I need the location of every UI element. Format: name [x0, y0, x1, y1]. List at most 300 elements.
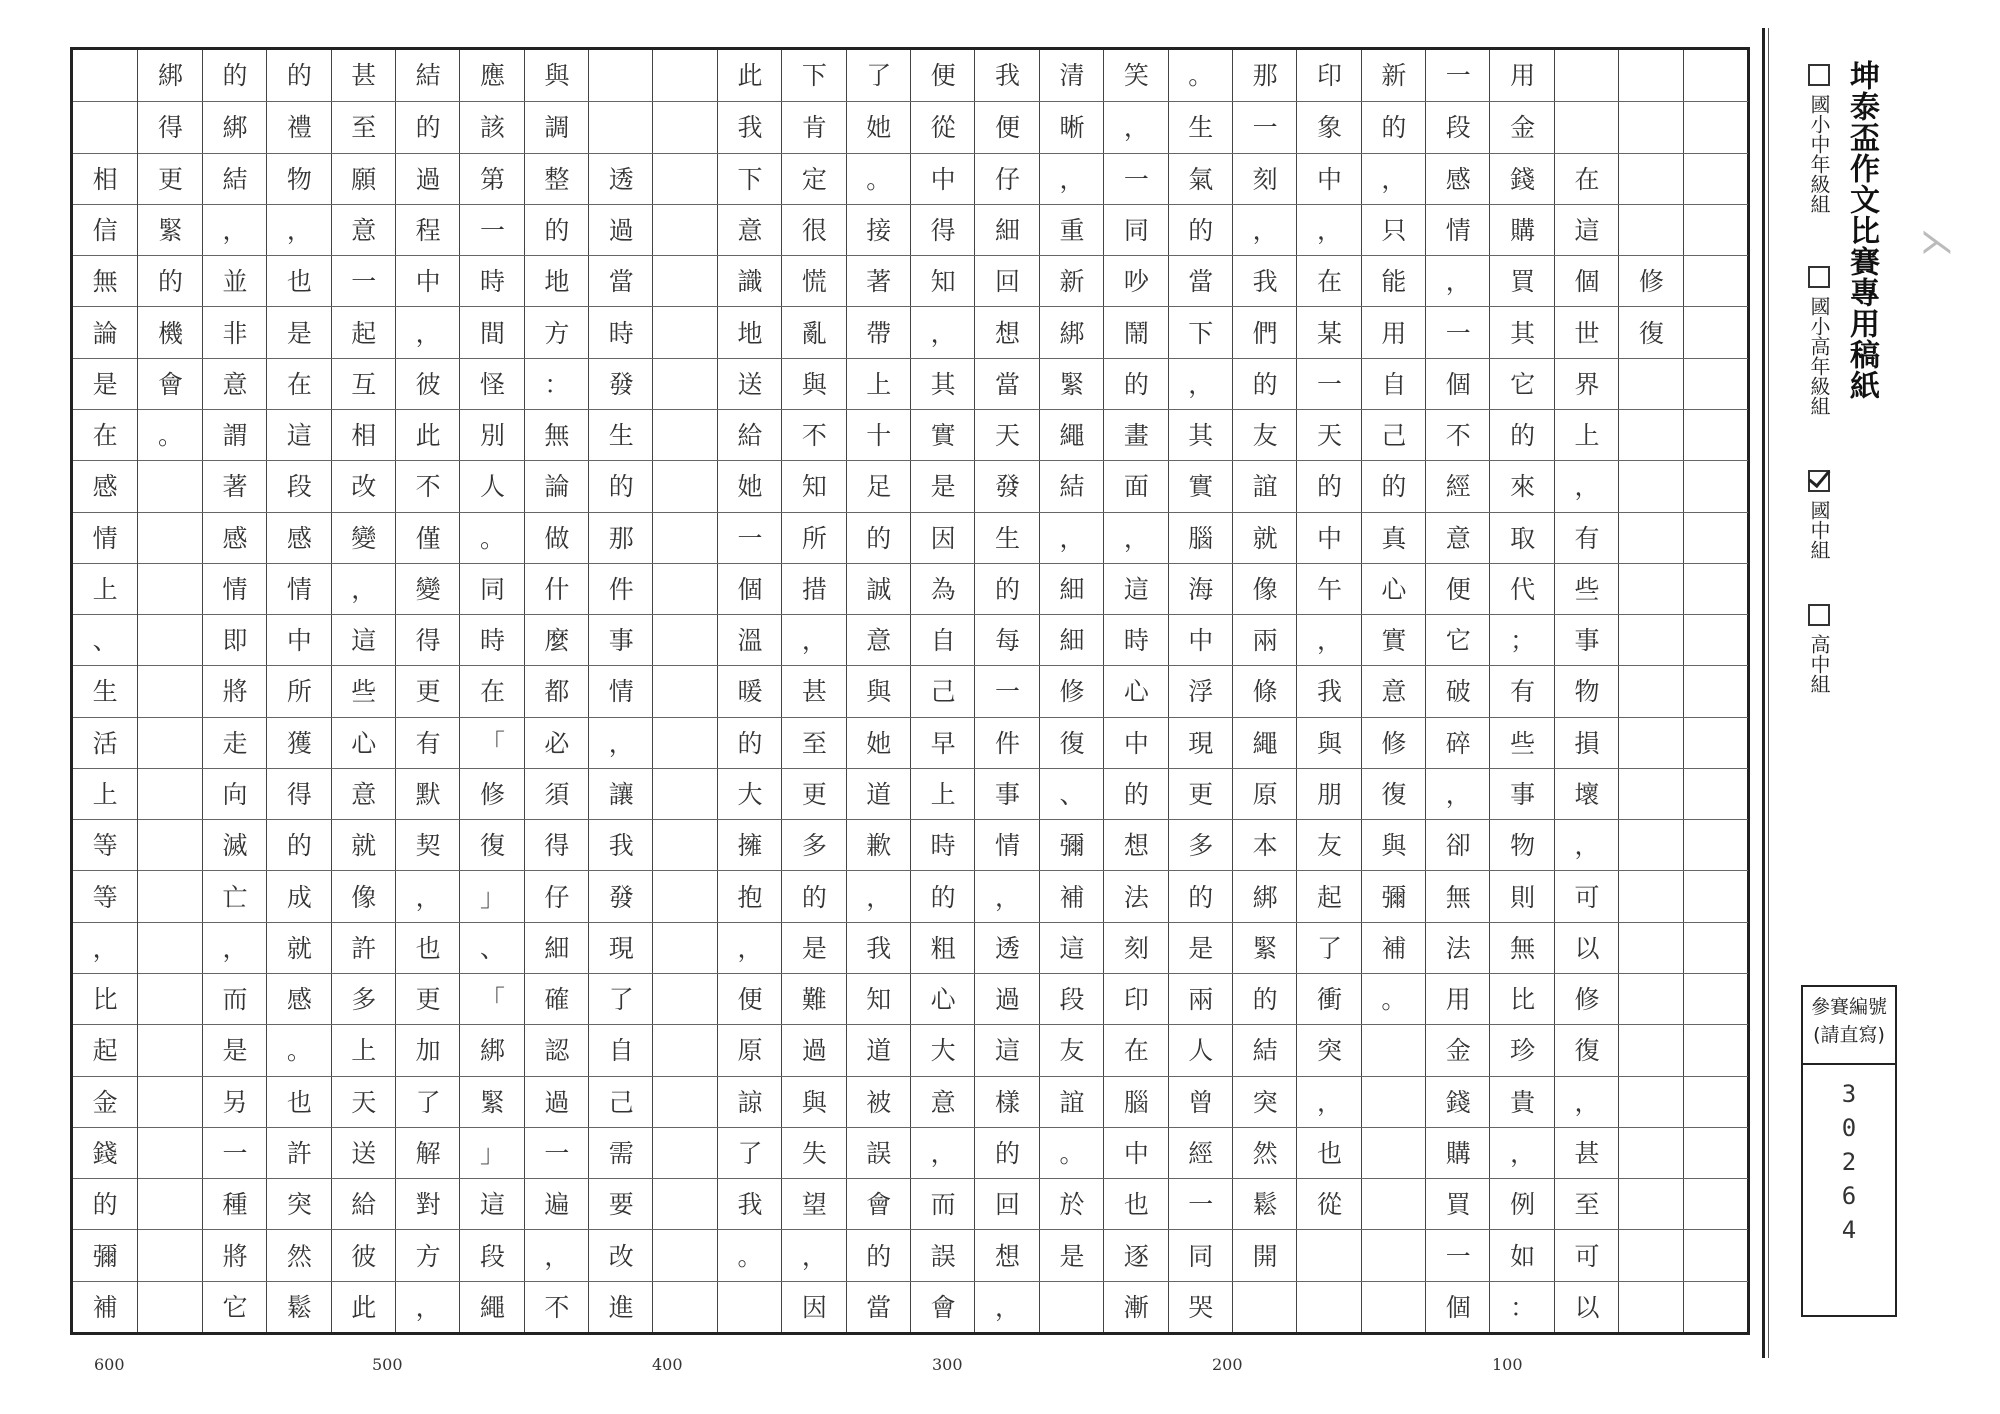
manuscript-cell: 程 — [396, 204, 460, 256]
manuscript-cell: 即 — [203, 614, 267, 666]
manuscript-column — [717, 50, 782, 1332]
manuscript-cell: 機 — [138, 306, 202, 358]
manuscript-cell: 向 — [203, 768, 267, 820]
manuscript-cell: 。 — [267, 1024, 331, 1076]
manuscript-cell — [138, 819, 202, 871]
manuscript-cell: 個 — [1555, 255, 1619, 307]
manuscript-cell: 相 — [73, 153, 137, 205]
manuscript-cell: 便 — [1426, 563, 1490, 615]
manuscript-cell: 肯 — [782, 101, 846, 153]
manuscript-cell: 上 — [73, 768, 137, 820]
manuscript-cell: 至 — [332, 101, 396, 153]
manuscript-cell: 經 — [1426, 460, 1490, 512]
manuscript-cell: 有 — [1490, 665, 1554, 717]
manuscript-cell: ， — [975, 870, 1039, 922]
manuscript-cell: 並 — [203, 255, 267, 307]
manuscript-cell: 經 — [1169, 1127, 1233, 1179]
manuscript-cell: 刻 — [1104, 922, 1168, 974]
manuscript-cell: 錢 — [73, 1127, 137, 1179]
manuscript-cell: 須 — [525, 768, 589, 820]
manuscript-cell: 足 — [847, 460, 911, 512]
manuscript-cell: 買 — [1490, 255, 1554, 307]
manuscript-cell — [1619, 409, 1683, 461]
checkbox-senior-high[interactable] — [1808, 604, 1830, 626]
manuscript-cell: 意 — [1362, 665, 1426, 717]
manuscript-cell: 十 — [847, 409, 911, 461]
manuscript-cell: 是 — [203, 1024, 267, 1076]
manuscript-cell: 實 — [1169, 460, 1233, 512]
manuscript-cell: 許 — [267, 1127, 331, 1179]
manuscript-cell: 笑 — [1123, 61, 1149, 91]
manuscript-cell: 得 — [525, 819, 589, 871]
manuscript-cell: 原 — [1233, 768, 1297, 820]
manuscript-cell — [1619, 1127, 1683, 1179]
manuscript-cell: 意 — [332, 768, 396, 820]
manuscript-cell: 於 — [1040, 1178, 1104, 1230]
manuscript-cell: 謂 — [203, 409, 267, 461]
manuscript-cell: 進 — [589, 1281, 653, 1333]
manuscript-cell — [138, 870, 202, 922]
manuscript-cell: 某 — [1297, 306, 1361, 358]
manuscript-cell: 意 — [911, 1076, 975, 1128]
manuscript-cell: 無 — [1426, 870, 1490, 922]
manuscript-cell: 的 — [1297, 460, 1361, 512]
manuscript-cell — [1684, 717, 1748, 769]
manuscript-cell: 的 — [396, 101, 460, 153]
manuscript-cell: 更 — [1169, 768, 1233, 820]
manuscript-cell: 著 — [203, 460, 267, 512]
manuscript-column — [846, 50, 911, 1332]
manuscript-cell: 此 — [332, 1281, 396, 1333]
manuscript-cell: 一 — [1169, 1178, 1233, 1230]
manuscript-cell: 兩 — [1233, 614, 1297, 666]
manuscript-cell: 失 — [782, 1127, 846, 1179]
manuscript-cell: 時 — [911, 819, 975, 871]
manuscript-cell: ， — [1297, 614, 1361, 666]
manuscript-cell: 是 — [1169, 922, 1233, 974]
manuscript-cell: 買 — [1426, 1178, 1490, 1230]
manuscript-cell: 便 — [718, 973, 782, 1025]
manuscript-cell: ， — [718, 922, 782, 974]
manuscript-cell: 在 — [267, 358, 331, 410]
manuscript-cell: 中 — [1104, 1127, 1168, 1179]
manuscript-cell: 一 — [525, 1127, 589, 1179]
manuscript-cell — [653, 306, 717, 358]
manuscript-cell: 要 — [589, 1178, 653, 1230]
manuscript-cell: 吵 — [1104, 255, 1168, 307]
manuscript-cell: 起 — [332, 306, 396, 358]
manuscript-cell: 一 — [975, 665, 1039, 717]
manuscript-cell — [653, 1229, 717, 1281]
manuscript-cell: 浮 — [1169, 665, 1233, 717]
manuscript-cell: 中 — [267, 614, 331, 666]
manuscript-cell: 鬆 — [1233, 1178, 1297, 1230]
manuscript-cell: 意 — [847, 614, 911, 666]
manuscript-cell: 默 — [396, 768, 460, 820]
manuscript-cell: 透 — [589, 153, 653, 205]
manuscript-cell: 定 — [782, 153, 846, 205]
manuscript-cell: 衝 — [1297, 973, 1361, 1025]
manuscript-column — [395, 50, 460, 1332]
manuscript-cell: 慌 — [782, 255, 846, 307]
option-label: 國小中年級組 — [1807, 94, 1831, 214]
manuscript-cell — [653, 409, 717, 461]
manuscript-cell: ， — [782, 614, 846, 666]
manuscript-cell — [138, 1127, 202, 1179]
manuscript-cell: 。 — [1040, 1127, 1104, 1179]
manuscript-cell: 像 — [332, 870, 396, 922]
manuscript-cell: 哭 — [1169, 1281, 1233, 1333]
manuscript-cell: 該 — [460, 101, 524, 153]
manuscript-cell: 。 — [847, 153, 911, 205]
manuscript-cell — [653, 512, 717, 564]
manuscript-cell: 復 — [1619, 306, 1683, 358]
manuscript-cell: 刻 — [1233, 153, 1297, 205]
manuscript-cell — [1619, 460, 1683, 512]
manuscript-cell: 用 — [1426, 973, 1490, 1025]
manuscript-cell: 粗 — [911, 922, 975, 974]
manuscript-cell — [1362, 1076, 1426, 1128]
option-elementary-upper[interactable] — [1806, 266, 1832, 416]
manuscript-cell: 、 — [73, 614, 137, 666]
manuscript-cell: 己 — [589, 1076, 653, 1128]
manuscript-cell — [1619, 153, 1683, 205]
manuscript-cell: 不 — [1426, 409, 1490, 461]
contest-title: 坤泰盃作文比賽專用稿紙 — [1844, 60, 1879, 401]
panel-divider — [1762, 28, 1765, 1358]
manuscript-column — [652, 50, 717, 1332]
manuscript-cell — [1684, 50, 1748, 101]
manuscript-cell — [653, 50, 717, 101]
manuscript-cell: 而 — [203, 973, 267, 1025]
manuscript-cell — [653, 717, 717, 769]
entry-number-value[interactable] — [1803, 1077, 1895, 1247]
manuscript-cell: 送 — [718, 358, 782, 410]
manuscript-cell — [1684, 153, 1748, 205]
manuscript-cell: 彼 — [396, 358, 460, 410]
manuscript-cell: 便 — [975, 101, 1039, 153]
manuscript-cell — [1684, 1178, 1748, 1230]
manuscript-cell: 可 — [1555, 1229, 1619, 1281]
manuscript-cell: ， — [1233, 204, 1297, 256]
manuscript-cell: 誤 — [911, 1229, 975, 1281]
manuscript-cell: 實 — [1362, 614, 1426, 666]
manuscript-cell — [1619, 101, 1683, 153]
manuscript-cell: 成 — [267, 870, 331, 922]
manuscript-cell — [653, 460, 717, 512]
manuscript-cell: 得 — [911, 204, 975, 256]
checkbox-junior-high[interactable] — [1808, 470, 1830, 492]
manuscript-cell: 透 — [975, 922, 1039, 974]
manuscript-cell: 這 — [1555, 204, 1619, 256]
manuscript-cell — [1297, 1281, 1361, 1333]
manuscript-cell: 多 — [782, 819, 846, 871]
manuscript-cell: 生 — [73, 665, 137, 717]
manuscript-cell — [138, 768, 202, 820]
manuscript-cell: 想 — [1104, 819, 1168, 871]
manuscript-cell — [653, 1127, 717, 1179]
manuscript-cell: 的 — [138, 255, 202, 307]
manuscript-cell — [1555, 101, 1619, 153]
manuscript-cell: 段 — [1040, 973, 1104, 1025]
manuscript-cell: 地 — [525, 255, 589, 307]
manuscript-cell: 。 — [718, 1229, 782, 1281]
manuscript-cell: 麼 — [525, 614, 589, 666]
manuscript-cell: 以 — [1555, 1281, 1619, 1333]
manuscript-cell: 中 — [1104, 717, 1168, 769]
manuscript-cell — [1619, 50, 1683, 101]
manuscript-cell: 所 — [267, 665, 331, 717]
manuscript-cell — [1684, 665, 1748, 717]
manuscript-cell: 中 — [1297, 153, 1361, 205]
manuscript-cell: 過 — [589, 204, 653, 256]
manuscript-cell: 修 — [460, 768, 524, 820]
manuscript-cell: ， — [1426, 255, 1490, 307]
manuscript-cell: 件 — [589, 563, 653, 615]
manuscript-cell: 自 — [911, 614, 975, 666]
checkbox-elementary-middle[interactable] — [1808, 64, 1830, 86]
manuscript-cell: 論 — [525, 460, 589, 512]
manuscript-cell — [1684, 922, 1748, 974]
manuscript-cell: 同 — [1104, 204, 1168, 256]
manuscript-cell: 同 — [460, 563, 524, 615]
manuscript-cell: 的 — [782, 870, 846, 922]
manuscript-cell: 時 — [589, 306, 653, 358]
manuscript-cell: 我 — [589, 819, 653, 871]
manuscript-cell: 了 — [396, 1076, 460, 1128]
manuscript-cell: 與 — [1297, 717, 1361, 769]
manuscript-cell: 結 — [203, 153, 267, 205]
manuscript-cell — [1619, 870, 1683, 922]
manuscript-cell: 破 — [1426, 665, 1490, 717]
manuscript-cell: 更 — [138, 153, 202, 205]
manuscript-cell — [1362, 1127, 1426, 1179]
manuscript-cell: ， — [1555, 460, 1619, 512]
manuscript-cell: 件 — [975, 717, 1039, 769]
manuscript-cell: 此 — [396, 409, 460, 461]
manuscript-cell: 細 — [975, 204, 1039, 256]
manuscript-column — [1039, 50, 1104, 1332]
manuscript-cell: ， — [525, 1229, 589, 1281]
manuscript-cell: 突 — [267, 1178, 331, 1230]
manuscript-cell: 改 — [589, 1229, 653, 1281]
manuscript-cell: 晰 — [1040, 101, 1104, 153]
manuscript-cell: 修 — [1619, 255, 1683, 307]
manuscript-cell: 法 — [1426, 922, 1490, 974]
manuscript-cell: 它 — [203, 1281, 267, 1333]
manuscript-cell: 一 — [1297, 358, 1361, 410]
manuscript-cell: 卻 — [1426, 819, 1490, 871]
manuscript-cell: ， — [396, 1281, 460, 1333]
manuscript-cell — [589, 101, 653, 153]
manuscript-cell: 人 — [460, 460, 524, 512]
entry-digit: 2 — [1841, 1148, 1857, 1176]
manuscript-cell — [653, 1076, 717, 1128]
manuscript-cell — [1684, 358, 1748, 410]
entry-digit: 3 — [1841, 1080, 1857, 1108]
option-junior-high[interactable] — [1806, 470, 1832, 560]
manuscript-cell: 當 — [975, 358, 1039, 410]
manuscript-cell: 一 — [718, 512, 782, 564]
manuscript-cell — [1619, 717, 1683, 769]
manuscript-cell: 與 — [782, 1076, 846, 1128]
manuscript-cell: 面 — [1104, 460, 1168, 512]
manuscript-cell: 因 — [782, 1281, 846, 1333]
manuscript-cell: 、 — [460, 922, 524, 974]
manuscript-cell: 、 — [1040, 768, 1104, 820]
manuscript-cell: 非 — [203, 306, 267, 358]
manuscript-cell: 是 — [782, 922, 846, 974]
manuscript-cell: 誼 — [1233, 460, 1297, 512]
manuscript-cell: 然 — [1233, 1127, 1297, 1179]
manuscript-cell: 而 — [911, 1178, 975, 1230]
manuscript-cell: 亡 — [203, 870, 267, 922]
manuscript-cell: 新 — [1040, 255, 1104, 307]
manuscript-cell: 想 — [975, 306, 1039, 358]
manuscript-cell: 情 — [975, 819, 1039, 871]
manuscript-cell — [138, 1229, 202, 1281]
pencil-mark-icon: ⋋ — [1920, 222, 1954, 262]
manuscript-cell: 一 — [203, 1127, 267, 1179]
manuscript-cell: 她 — [847, 101, 911, 153]
manuscript-cell: 知 — [911, 255, 975, 307]
manuscript-cell: 事 — [589, 614, 653, 666]
manuscript-cell: 了 — [718, 1127, 782, 1179]
entry-number-hint: (請直寫) — [1813, 1024, 1885, 1046]
manuscript-cell — [73, 101, 137, 153]
manuscript-cell: 為 — [911, 563, 975, 615]
manuscript-cell — [1619, 204, 1683, 256]
manuscript-cell: 甚 — [1555, 1127, 1619, 1179]
manuscript-cell: 可 — [1555, 870, 1619, 922]
manuscript-cell: 回 — [975, 255, 1039, 307]
manuscript-cell: ， — [1426, 768, 1490, 820]
manuscript-cell: 誤 — [847, 1127, 911, 1179]
manuscript-cell: 過 — [396, 153, 460, 205]
manuscript-cell: 滅 — [203, 819, 267, 871]
manuscript-cell: 綁 — [158, 61, 184, 91]
manuscript-cell — [1362, 1024, 1426, 1076]
manuscript-cell: 的 — [1104, 768, 1168, 820]
manuscript-cell: 加 — [396, 1024, 460, 1076]
manuscript-cell — [1040, 1281, 1104, 1333]
manuscript-cell: 做 — [525, 512, 589, 564]
manuscript-cell — [138, 1024, 202, 1076]
manuscript-cell: 自 — [589, 1024, 653, 1076]
manuscript-cell: ， — [332, 563, 396, 615]
manuscript-cell: 情 — [73, 512, 137, 564]
manuscript-cell: 方 — [525, 306, 589, 358]
manuscript-cell — [653, 1281, 717, 1333]
manuscript-cell: 契 — [396, 819, 460, 871]
manuscript-cell: 會 — [847, 1178, 911, 1230]
manuscript-cell — [1684, 255, 1748, 307]
option-senior-high[interactable] — [1806, 604, 1832, 694]
manuscript-cell: 我 — [1233, 255, 1297, 307]
manuscript-cell: 突 — [1233, 1076, 1297, 1128]
manuscript-cell: 世 — [1555, 306, 1619, 358]
manuscript-cell: 每 — [975, 614, 1039, 666]
manuscript-cell: 它 — [1426, 614, 1490, 666]
manuscript-cell: 然 — [267, 1229, 331, 1281]
manuscript-cell — [1684, 973, 1748, 1025]
manuscript-cell: 現 — [589, 922, 653, 974]
manuscript-cell: 願 — [332, 153, 396, 205]
manuscript-cell: 我 — [1297, 665, 1361, 717]
manuscript-cell — [1362, 1229, 1426, 1281]
manuscript-cell: 無 — [73, 255, 137, 307]
manuscript-cell: 天 — [975, 409, 1039, 461]
manuscript-cell: 的 — [286, 61, 312, 91]
manuscript-cell: 補 — [1362, 922, 1426, 974]
manuscript-cell — [1684, 409, 1748, 461]
manuscript-cell: 多 — [332, 973, 396, 1025]
manuscript-cell — [138, 717, 202, 769]
manuscript-cell: 著 — [847, 255, 911, 307]
manuscript-cell — [1233, 1281, 1297, 1333]
manuscript-cell: ， — [1555, 819, 1619, 871]
manuscript-cell: 下 — [1169, 306, 1233, 358]
manuscript-cell: 相 — [332, 409, 396, 461]
manuscript-cell: 識 — [718, 255, 782, 307]
manuscript-cell: 亂 — [782, 306, 846, 358]
manuscript-cell: ： — [1490, 1281, 1554, 1333]
manuscript-cell: 現 — [1169, 717, 1233, 769]
manuscript-cell: 己 — [911, 665, 975, 717]
manuscript-cell — [589, 50, 653, 101]
manuscript-cell: 認 — [525, 1024, 589, 1076]
manuscript-cell: 是 — [911, 460, 975, 512]
manuscript-column — [1296, 50, 1361, 1332]
manuscript-cell: 的 — [847, 512, 911, 564]
manuscript-column — [781, 50, 846, 1332]
checkbox-elementary-upper[interactable] — [1808, 266, 1830, 288]
manuscript-cell: 感 — [1426, 153, 1490, 205]
manuscript-cell: 給 — [332, 1178, 396, 1230]
option-elementary-middle[interactable] — [1806, 64, 1832, 214]
manuscript-cell — [1619, 1178, 1683, 1230]
manuscript-cell: 便 — [930, 61, 956, 91]
manuscript-cell: 修 — [1040, 665, 1104, 717]
manuscript-cell: 原 — [718, 1024, 782, 1076]
manuscript-cell: 情 — [203, 563, 267, 615]
manuscript-cell: 生 — [589, 409, 653, 461]
manuscript-cell: 知 — [782, 460, 846, 512]
manuscript-cell — [1555, 50, 1619, 101]
manuscript-cell: 繩 — [1233, 717, 1297, 769]
manuscript-cell: 。 — [460, 512, 524, 564]
manuscript-cell: 的 — [975, 1127, 1039, 1179]
manuscript-cell: 生 — [975, 512, 1039, 564]
ruler-mark-200: 200 — [1212, 1355, 1243, 1374]
manuscript-cell: 的 — [1362, 460, 1426, 512]
manuscript-cell: 的 — [1362, 101, 1426, 153]
manuscript-cell: 能 — [1362, 255, 1426, 307]
manuscript-cell: 綁 — [1233, 870, 1297, 922]
manuscript-cell: 實 — [911, 409, 975, 461]
manuscript-cell — [1619, 922, 1683, 974]
manuscript-cell: 等 — [73, 819, 137, 871]
manuscript-cell: 上 — [847, 358, 911, 410]
manuscript-cell: 畫 — [1104, 409, 1168, 461]
manuscript-cell: 結 — [1233, 1024, 1297, 1076]
manuscript-cell: 讓 — [589, 768, 653, 820]
manuscript-cell: 的 — [589, 460, 653, 512]
manuscript-cell — [718, 1281, 782, 1333]
manuscript-cell: 逐 — [1104, 1229, 1168, 1281]
manuscript-cell — [653, 153, 717, 205]
manuscript-cell: 個 — [1426, 1281, 1490, 1333]
